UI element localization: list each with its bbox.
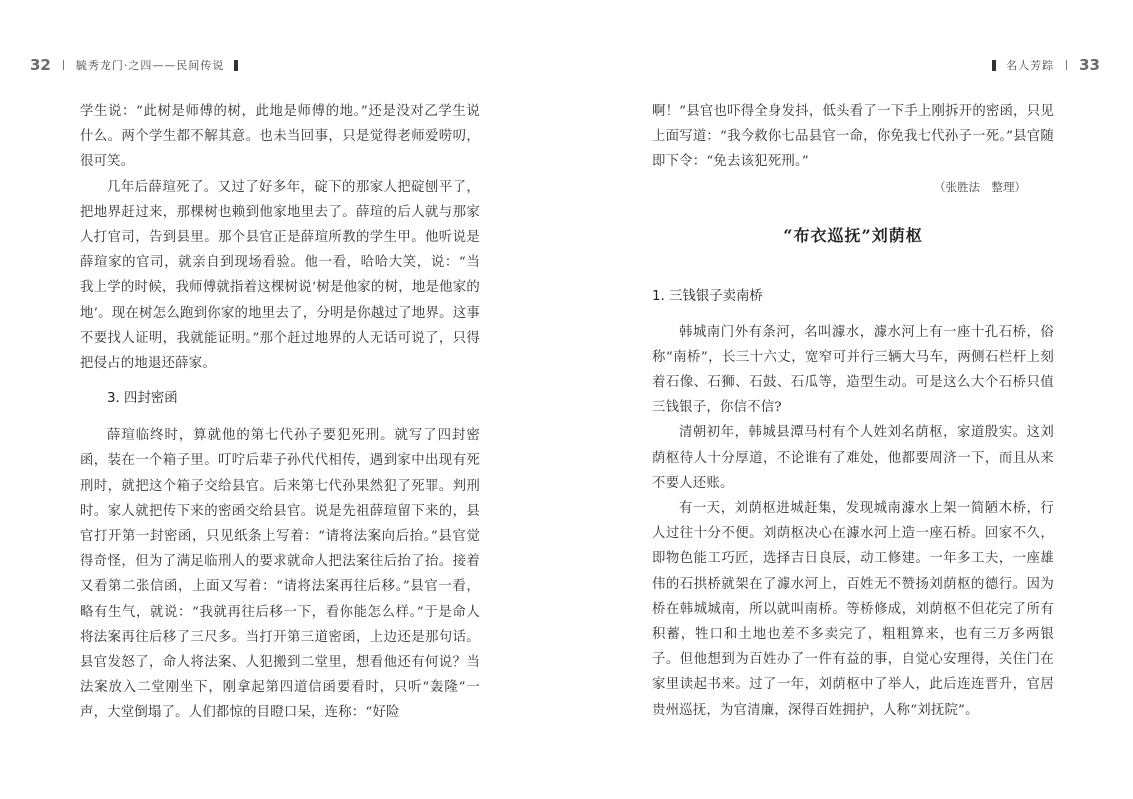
paragraph: 有一天，刘荫枢进城赶集，发现城南澽水上架一简陋木桥，行人过往十分不便。刘荫枢决心在澽水河上造一座石桥。回家不久，即物色能工巧匠，选择吉日良辰，动工修建。一年多工夫，一座雄伟的石拱桥就架在了澽水河上，百姓无不赞扬刘荫枢的德行。因为桥在韩城城南，所以就叫南桥。等桥修成，刘荫枢不但花完了所有积蓄，牲口和土地也差不多卖完了，粗粗算来，也有三万多两银子。但他想到为百姓办了一件有益的事，自觉心安理得，关住门在家里读起书来。过了一年，刘荫枢中了举人，此后连连晋升，官居贵州巡抚，为官清廉，深得百姓拥护，人称“刘抚院”。 (652, 501, 1054, 718)
left-page-header (30, 54, 248, 76)
right-page-body (652, 99, 1054, 723)
running-head: 名人芳踪 (1006, 59, 1055, 72)
header-block-mark (992, 60, 996, 71)
page-number: 32 (30, 56, 51, 74)
page-number: 33 (1079, 56, 1100, 74)
paragraph: 韩城南门外有条河，名叫澽水，澽水河上有一座十孔石桥，俗称“南桥”，长三十六丈，宽窄可并行三辆大马车，两侧石栏杆上刻着石像、石狮、石鼓、石瓜等，造型生动。可是这么大个石桥只值三钱银子，你信不信? (652, 324, 1054, 416)
header-separator (1066, 60, 1067, 70)
section-heading: 3. 四封密函 (107, 391, 178, 407)
header-separator (63, 60, 64, 70)
paragraph: 薛瑄临终时，算就他的第七代孙子要犯死刑。就写了四封密函，装在一个箱子里。叮咛后辈子孙代代相传，遇到家中出现有死刑时，就把这个箱子交给县官。后来第七代孙果然犯了死罪。判刑时。家人就把传下来的密函交给县官。说是先祖薛瑄留下来的，县官打开第一封密函，只见纸条上写着：“请将法案向后抬。”县官觉得奇怪，但为了满足临刑人的要求就命人把法案往后抬了抬。接着又看第二张信函，上面又写着：“请将法案再往后移。”县官一看，略有生气，就说：“我就再往后移一下，看你能怎么样。”于是命人将法案再往后移了三尺多。当打开第三道密函，上边还是那句话。县官发怒了，命人将法案、人犯搬到二堂里，想看他还有何说？当法案放入二堂刚坐下，刚拿起第四道信函要看时，只听“轰隆”一声，大堂倒塌了。人们都惊的目瞪口呆，连称：“好险 (80, 428, 480, 721)
section-heading: 1. 三钱银子卖南桥 (652, 288, 763, 304)
header-block-mark (234, 60, 238, 71)
right-page-header (982, 54, 1100, 76)
left-page-body (80, 99, 480, 726)
running-head: 毓秀龙门·之四——民间传说 (75, 59, 225, 72)
paragraph: 几年后薛瑄死了。又过了好多年，碇下的那家人把碇刨平了，把地界赶过来，那棵树也赖到他家地里去了。薛瑄的后人就与那家人打官司，告到县里。那个县官正是薛瑄所教的学生甲。他听说是薛瑄家的官司，就亲自到现场看验。他一看，哈哈大笑，说：“当我上学的时候，我师傅就指着这棵树说‘树是他家的树，地是他家的地’。现在树怎么跑到你家的地里去了，分明是你越过了地界。这事不要找人证明，我就能证明。”那个赶过地界的人无话可说了，只得把侵占的地退还薛家。 (80, 179, 480, 372)
paragraph: 学生说：“此树是师傅的树，此地是师傅的地。”还是没对乙学生说什么。两个学生都不解其意。也未当回事，只是觉得老师爱唠叨，很可笑。 (80, 104, 480, 170)
paragraph: 清朝初年，韩城县潭马村有个人姓刘名荫枢，家道殷实。这刘荫枢待人十分厚道，不论谁有了难处，他都要周济一下，而且从来不要人还账。 (652, 425, 1054, 491)
article-title: “布衣巡抚”刘荫枢 (783, 225, 923, 245)
left-page (0, 0, 566, 799)
paragraph: 啊！”县官也吓得全身发抖，低头看了一下手上刚拆开的密函，只见上面写道：“我今救你七品县官一命，你免我七代孙子一死。”县官随即下令：“免去该犯死刑。” (652, 104, 1054, 170)
right-page (566, 0, 1133, 799)
editor-credit: （张胜法 整理） (934, 179, 1026, 194)
